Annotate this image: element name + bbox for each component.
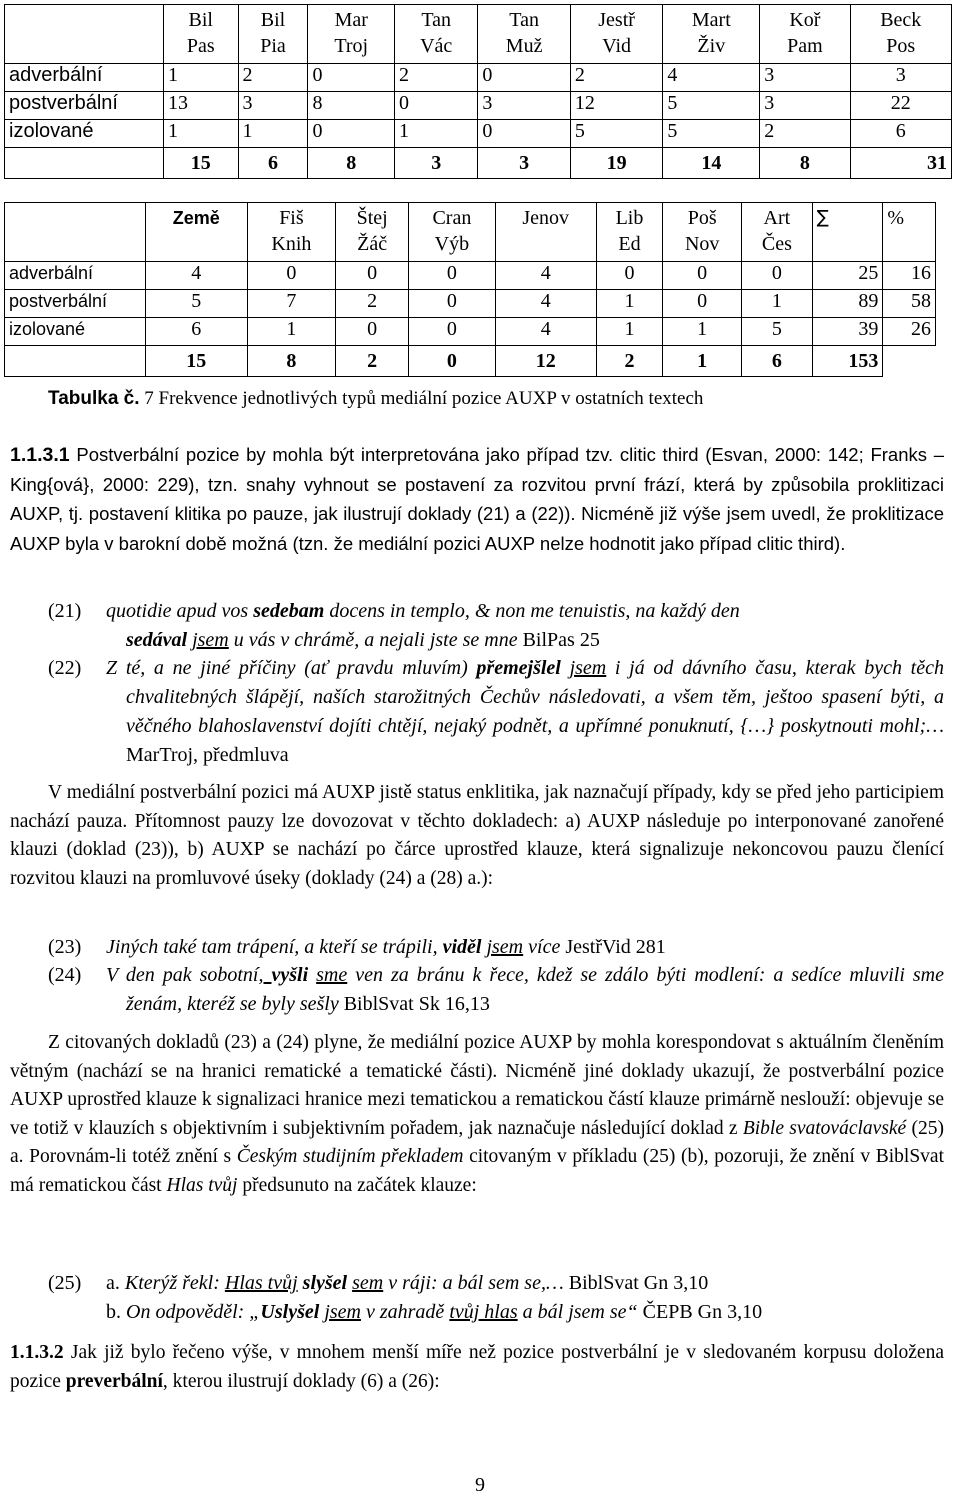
corner-cell: [5, 5, 164, 64]
col-header: Art Čes: [742, 203, 813, 262]
row-label: adverbální: [5, 262, 146, 290]
example-text: On odpověděl: „: [126, 1301, 261, 1323]
table-cell: 5: [742, 318, 813, 346]
subexample-label: a.: [106, 1272, 120, 1294]
total-cell: 6: [238, 148, 308, 179]
example-text: V den pak sobotní: [106, 964, 259, 986]
table-caption: [48, 388, 703, 410]
example-text: a bál jsem se“: [517, 1301, 638, 1323]
example-text: Z té, a ne jiné příčiny (ať pravdu mluvím): [106, 657, 477, 679]
example-label: (24): [48, 964, 82, 986]
example-source: BiblSvat Gn 3,10: [563, 1272, 709, 1294]
example-text: Kterýž řekl:: [124, 1272, 225, 1294]
table-cell: 0: [409, 262, 496, 290]
table-cell: 0: [247, 262, 336, 290]
table-cell: 0: [394, 92, 477, 120]
table-cell: 3: [760, 92, 850, 120]
table-cell: 0: [308, 120, 395, 148]
total-cell: 12: [495, 346, 596, 377]
example-23: [48, 933, 944, 962]
example-source: ČEPB Gn 3,10: [637, 1301, 763, 1323]
example-bold: slyšel: [302, 1272, 348, 1294]
section-text: , kterou ilustrují doklady (6) a (26):: [162, 1370, 440, 1392]
total-cell: 15: [164, 148, 239, 179]
example-24: [48, 961, 944, 1019]
example-bold: sedával: [126, 629, 188, 651]
table-cell: 2: [336, 290, 409, 318]
example-22: [48, 654, 944, 770]
example-underlined: jsem: [324, 1301, 361, 1323]
table-cell: 3: [238, 92, 308, 120]
sum-cell: 25: [812, 262, 883, 290]
table-2: [4, 202, 936, 377]
col-header: Koř Pam: [760, 5, 850, 64]
table-cell: 0: [742, 262, 813, 290]
paragraph-italic: Bible svatováclavské: [742, 1117, 907, 1139]
caption-text: 7 Frekvence jednotlivých typů mediální pozice AUXP v ostatních textech: [139, 388, 704, 409]
col-header: Tan Muž: [478, 5, 570, 64]
paragraph-text: (25) a. Porovnám-li totéž znění s: [10, 1117, 944, 1167]
table-cell: 6: [850, 120, 951, 148]
section-text: Postverbální pozice by mohla být interpretována jako případ tzv. clitic third (Esvan, 2000: 142; Franks – King{ová}, 2000: 229), tzn. snahy vyhnout se postavení za rozvitou první frází, která by způsobila proklitizaci AUXP, tj. postavení klitika po pauze, jak ilustrují doklady (21) a (22)). Nicméně již výše jsem uvedl, že proklitizace AUXP byla v barokní době možná (tzn. že mediální pozici AUXP nelze hodnotit jako případ clitic third).: [10, 444, 944, 554]
row-label: izolované: [5, 318, 146, 346]
col-header: Mar Troj: [308, 5, 395, 64]
table-row: [5, 64, 952, 92]
row-label: adverbální: [5, 64, 164, 92]
table-cell: 0: [478, 120, 570, 148]
page-number: 9: [475, 1474, 485, 1496]
table-1: [4, 4, 952, 179]
table-cell: 0: [596, 262, 663, 290]
example-text: v zahradě: [360, 1301, 450, 1323]
table-cell: 4: [146, 262, 248, 290]
table-cell: 0: [663, 290, 742, 318]
example-label: (25): [48, 1272, 82, 1294]
example-text: u vás v chrámě, a nejali jste se mne: [228, 629, 518, 651]
table-cell: 0: [409, 290, 496, 318]
example-body: [106, 654, 944, 770]
section-text: Jak již bylo řečeno výše, v mnohem menší míře než pozice postverbální je v sledovaném korpusu doložena pozice: [10, 1342, 944, 1392]
caption-label: Tabulka č.: [48, 388, 140, 409]
example-text: ven za bránu k řece, kdež se zdálo býti modlení: a sedíce mluvili sme ženám, kteréž se byly sešly: [126, 964, 944, 1015]
example-body: [106, 597, 944, 655]
col-header: Lib Ed: [596, 203, 663, 262]
total-cell: 14: [663, 148, 760, 179]
table-cell: 1: [247, 318, 336, 346]
table-cell: 0: [308, 64, 395, 92]
table-cell: 0: [409, 318, 496, 346]
table-cell: 3: [760, 64, 850, 92]
example-label: (22): [48, 657, 82, 679]
example-underlined: sem: [352, 1272, 384, 1294]
example-label: (21): [48, 600, 82, 622]
example-underlined: jsem: [569, 657, 607, 679]
col-header: Cran Výb: [409, 203, 496, 262]
col-header: Poš Nov: [663, 203, 742, 262]
example-body: [106, 961, 944, 1019]
total-cell: 1: [663, 346, 742, 377]
total-cell: 0: [409, 346, 496, 377]
example-25: [48, 1269, 944, 1327]
table-cell: 22: [850, 92, 951, 120]
table-row: [5, 262, 936, 290]
table-row: [5, 290, 936, 318]
paragraph-text: citovaným v příkladu (25) (b), pozoruji, že znění v BiblSvat má rematickou část: [10, 1146, 944, 1196]
sum-cell: 39: [812, 318, 883, 346]
example-bold: sedebam: [253, 600, 325, 622]
table-cell: 13: [164, 92, 239, 120]
example-text: docens in templo, & non me tenuistis, na každý den: [324, 600, 740, 622]
col-header: Tan Vác: [394, 5, 477, 64]
table-cell: 5: [663, 120, 760, 148]
table-cell: 3: [850, 64, 951, 92]
percent-cell: 16: [883, 262, 936, 290]
example-body: [106, 933, 944, 962]
table-cell: 4: [663, 64, 760, 92]
example-text: Jiných také tam trápení, a kteří se trápili,: [106, 936, 443, 958]
percent-header: %: [883, 203, 936, 262]
paragraph-2: [10, 779, 944, 893]
section-number: 1.1.3.1: [10, 444, 70, 466]
table-cell: 2: [570, 64, 662, 92]
table-cell: 5: [146, 290, 248, 318]
subexample-label: b.: [106, 1301, 121, 1323]
total-cell: 8: [760, 148, 850, 179]
table-cell: 1: [663, 318, 742, 346]
table-cell: 8: [308, 92, 395, 120]
totals-empty-cell: [883, 346, 936, 377]
col-header: Štej Žáč: [336, 203, 409, 262]
table-cell: 0: [336, 318, 409, 346]
col-header: Bil Pas: [164, 5, 239, 64]
table-cell: 5: [570, 120, 662, 148]
table-2-header-row: [5, 203, 936, 262]
col-header: Jestř Vid: [570, 5, 662, 64]
table-cell: 2: [238, 64, 308, 92]
table-1-header-row: [5, 5, 952, 64]
table-cell: 5: [663, 92, 760, 120]
total-cell: 3: [394, 148, 477, 179]
row-label: izolované: [5, 120, 164, 148]
table-cell: 12: [570, 92, 662, 120]
example-label: (23): [48, 936, 82, 958]
example-underlined: tvůj hlas: [449, 1301, 518, 1323]
total-cell: 6: [742, 346, 813, 377]
totals-row: [5, 148, 952, 179]
col-header: Fiš Knih: [247, 203, 336, 262]
example-source: BiblSvat Sk 16,13: [338, 993, 490, 1015]
table-cell: 4: [495, 262, 596, 290]
example-21: [48, 597, 944, 655]
total-sum-cell: 153: [812, 346, 883, 377]
example-text: quotidie apud vos: [106, 600, 254, 622]
table-cell: 2: [394, 64, 477, 92]
example-25b: [106, 1298, 944, 1327]
total-cell: 31: [850, 148, 951, 179]
example-underlined: jsem: [192, 629, 229, 651]
table-cell: 6: [146, 318, 248, 346]
paragraph-text: předsunuto na začátek klauze:: [237, 1174, 477, 1196]
sum-cell: 89: [812, 290, 883, 318]
totals-row: [5, 346, 936, 377]
table-cell: 1: [238, 120, 308, 148]
totals-empty-cell: [5, 148, 164, 179]
table-cell: 7: [247, 290, 336, 318]
example-underlined: jsem: [486, 936, 524, 958]
section-1-1-3-1: [10, 441, 944, 559]
example-source: BilPas 25: [517, 629, 600, 651]
example-text: v ráji: a bál sem se,…: [383, 1272, 564, 1294]
section-number: 1.1.3.2: [10, 1342, 64, 1363]
table-row: [5, 318, 936, 346]
section-bold: preverbální: [65, 1370, 163, 1392]
table-cell: 0: [663, 262, 742, 290]
paragraph-italic: Hlas tvůj: [166, 1174, 238, 1196]
example-body: [106, 1269, 944, 1327]
table-cell: 0: [336, 262, 409, 290]
example-bold: přemejšlel: [476, 657, 561, 679]
example-text: ,: [258, 964, 272, 986]
example-underlined: sme: [316, 964, 348, 986]
percent-cell: 58: [883, 290, 936, 318]
total-cell: 2: [596, 346, 663, 377]
table-cell: 0: [478, 64, 570, 92]
example-source: JestřVid 281: [560, 936, 666, 958]
total-cell: 19: [570, 148, 662, 179]
example-25a: [106, 1269, 944, 1298]
table-cell: 1: [164, 64, 239, 92]
table-cell: 4: [495, 290, 596, 318]
table-cell: 4: [495, 318, 596, 346]
example-text: více: [523, 936, 561, 958]
example-source: MarTroj, předmluva: [126, 744, 289, 766]
corner-cell: [5, 203, 146, 262]
sum-header: ∑: [812, 203, 883, 262]
table-row: [5, 92, 952, 120]
example-bold: Uslyšel: [260, 1301, 320, 1323]
col-header: Beck Pos: [850, 5, 951, 64]
section-1-1-3-2: [10, 1339, 944, 1396]
example-bold: vyšli: [271, 964, 309, 986]
table-row: [5, 120, 952, 148]
table-cell: 2: [760, 120, 850, 148]
table-cell: 1: [596, 318, 663, 346]
col-header: Země: [146, 203, 248, 262]
total-cell: 2: [336, 346, 409, 377]
example-text: i já od dávního času, kterak bych těch chvalitebných šlápějí, naších starožitných Čechův následovati, a všem těm, ještoo spasení býti, a věčného blahoslavenství dojíti chtějí, nejaký podnět, a upřímné ponuknutí, {…} poskytnouti mohl;…: [126, 657, 944, 737]
table-cell: 1: [596, 290, 663, 318]
total-cell: 15: [146, 346, 248, 377]
col-header: Bil Pia: [238, 5, 308, 64]
paragraph-3: [10, 1029, 944, 1200]
col-header: Jenov: [495, 203, 596, 262]
table-cell: 1: [394, 120, 477, 148]
total-cell: 3: [478, 148, 570, 179]
row-label: postverbální: [5, 92, 164, 120]
paragraph-italic: Českým studijním překladem: [236, 1146, 464, 1167]
row-label: postverbální: [5, 290, 146, 318]
paragraph-text: V mediální postverbální pozici má AUXP jistě status enklitika, jak naznačují případy, kdy se před jeho participiem nachází pauza. Přítomnost pauzy lze dovozovat v těchto dokladech: a) AUXP následuje po interponované zanořené klauzi (doklad (23)), b) AUXP se nachází po čárce uprostřed klauze, která signalizuje nekoncovou pauzu členící rozvitou klauzi na promluvové úseky (doklady (24) a (28) a.):: [10, 782, 944, 889]
example-underlined: Hlas tvůj: [224, 1272, 298, 1294]
total-cell: 8: [308, 148, 395, 179]
totals-empty-cell: [5, 346, 146, 377]
total-cell: 8: [247, 346, 336, 377]
col-header: Mart Živ: [663, 5, 760, 64]
table-cell: 1: [742, 290, 813, 318]
percent-cell: 26: [883, 318, 936, 346]
example-bold: viděl: [442, 936, 482, 958]
table-cell: 1: [164, 120, 239, 148]
table-cell: 3: [478, 92, 570, 120]
paragraph-text: Z citovaných dokladů (23) a (24) plyne, že mediální pozice AUXP by mohla korespondovat s aktuálním členěním větným (nachází se na hranici rematické a tematické části). Nicméně jiné doklady ukazují, že postverbální pozice AUXP uprostřed klauze k signalizaci hranice mezi tematickou a rematickou částí klauze primárně neslouží: objevuje se ve totiž v klauzích s objektivním i subjektivním pořadem, jak naznačuje následující doklad z: [10, 1032, 944, 1139]
